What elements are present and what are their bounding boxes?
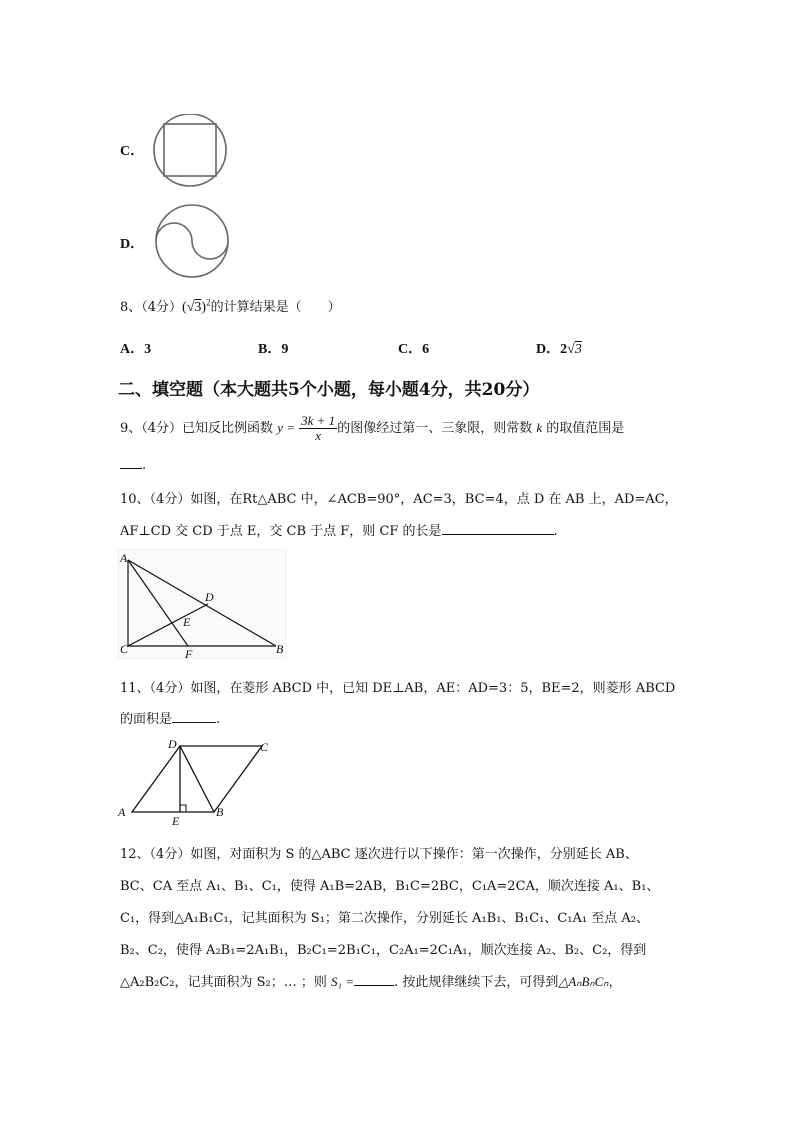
circle-square-icon: [150, 114, 232, 188]
question-8-stem: 8、（4分）$(√3)^2$的计算结果是（ ）: [120, 297, 341, 315]
q8-option-d: D．2√3: [536, 342, 582, 357]
label-d: D: [168, 737, 177, 751]
question-9-stem: 9、（4分）已知反比例函数 y = $\frac{3k + 1}{x}$ 的图像经过第一、三象限，则常数 k 的取值范围是: [120, 413, 625, 443]
q8-option-c: C．6: [398, 342, 430, 357]
q8-option-b: B．9: [258, 342, 289, 357]
question-12-line1: 12、（4分）如图，对面积为 S 的△ABC 逐次进行以下操作：第一次操作，分别延长 AB、: [120, 847, 638, 862]
question-12-line4: B₂、C₂，使得 A₂B₁=2A₁B₁，B₂C₁=2B₁C₁，C₂A₁=2C₁A₁，顺次连接 A₂、B₂、C₂，得到: [120, 943, 647, 958]
question-9-answer-line: .: [120, 456, 146, 473]
label-e: E: [183, 615, 191, 629]
rhombus-figure-q11: [116, 734, 284, 826]
label-a: A: [118, 805, 126, 819]
question-12-line2: BC、CA 至点 A₁、B₁、C₁，使得 A₁B=2AB，B₁C=2BC，C₁A=2CA，顺次连接 A₁、B₁、: [120, 879, 660, 894]
question-12-line3: C₁，得到△A₁B₁C₁，记其面积为 S₁；第二次操作，分别延长 A₁B₁、B₁C₁、C₁A₁ 至点 A₂、: [120, 911, 649, 926]
question-number: 9、（4分）: [120, 421, 183, 436]
sqrt-expression: $(√3)^2$: [182, 297, 211, 315]
circle-s-curve-icon: [152, 203, 234, 279]
question-12-line5: △A₂B₂C₂，记其面积为 S₂；… ；则 S₁ = . 按此规律继续下去，可得到△AₙBₙCₙ，: [120, 974, 622, 990]
answer-blank[interactable]: [120, 456, 142, 469]
label-f: F: [185, 647, 193, 660]
question-10-line1: 10、（4分）如图，在Rt△ABC 中，∠ACB=90°，AC=3，BC=4，点 D 在 AB 上，AD=AC，: [120, 492, 678, 507]
question-11-line2: 的面积是 .: [120, 712, 221, 727]
q8-option-a: A．3: [120, 342, 152, 357]
question-11-line1: 11、（4分）如图，在菱形 ABCD 中，已知 DE⊥AB，AE：AD=3：5，BE=2，则菱形 ABCD: [120, 681, 676, 696]
question-number: 8、（4分）: [120, 300, 183, 315]
label-a: A: [120, 551, 128, 565]
label-d: D: [205, 590, 214, 604]
question-10-line2: AF⊥CD 交 CD 于点 E，交 CB 于点 F，则 CF 的长是 .: [120, 524, 558, 539]
label-b: B: [216, 805, 224, 819]
label-e: E: [172, 814, 180, 826]
option-c-label: C．: [120, 144, 145, 159]
label-b: B: [276, 642, 284, 656]
label-c: C: [260, 740, 269, 754]
answer-blank[interactable]: [354, 973, 394, 986]
answer-blank[interactable]: [442, 522, 554, 535]
triangle-figure-q10: [116, 548, 288, 660]
option-d-label: D．: [120, 237, 145, 252]
answer-blank[interactable]: [172, 710, 216, 723]
fraction: $\frac{3k + 1}{x}$: [301, 413, 336, 443]
label-c: C: [120, 642, 129, 656]
section-title: 二、填空题（本大题共5个小题，每小题4分，共20分）: [118, 380, 540, 400]
